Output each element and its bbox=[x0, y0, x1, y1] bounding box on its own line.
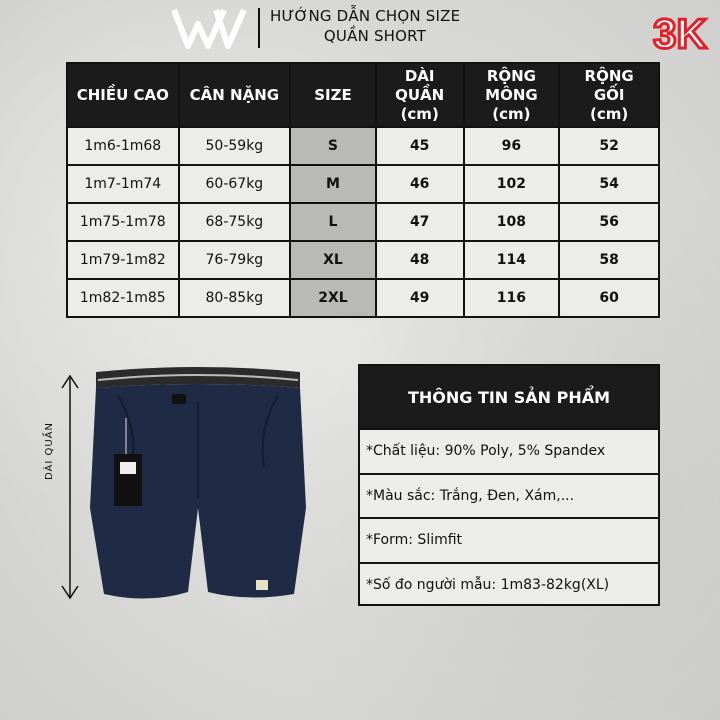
table-row bbox=[67, 165, 659, 203]
header-size: SIZE bbox=[290, 63, 376, 127]
size-table bbox=[66, 62, 660, 318]
product-info-title: THÔNG TIN SẢN PHẨM bbox=[360, 366, 658, 428]
cell-weight: 60-67kg bbox=[179, 165, 291, 203]
cell-size: L bbox=[290, 203, 376, 241]
cell-weight: 68-75kg bbox=[179, 203, 291, 241]
header-weight: CÂN NẶNG bbox=[179, 63, 291, 127]
cell-length: 48 bbox=[376, 241, 464, 279]
length-arrow-icon bbox=[62, 376, 78, 598]
title-line-1: HƯỚNG DẪN CHỌN SIZE bbox=[270, 7, 461, 25]
cell-height: 1m6-1m68 bbox=[67, 127, 179, 165]
info-item-colors: *Màu sắc: Trắng, Đen, Xám,... bbox=[360, 473, 658, 518]
header-length: DÀI QUẦN (cm) bbox=[376, 63, 464, 127]
product-info-box bbox=[358, 364, 660, 606]
cell-knee: 56 bbox=[559, 203, 659, 241]
cell-weight: 50-59kg bbox=[179, 127, 291, 165]
cell-knee: 54 bbox=[559, 165, 659, 203]
page-title bbox=[270, 6, 480, 46]
cell-height: 1m7-1m74 bbox=[67, 165, 179, 203]
header-knee: RỘNG GỐI (cm) bbox=[559, 63, 659, 127]
cell-knee: 60 bbox=[559, 279, 659, 317]
cell-size: M bbox=[290, 165, 376, 203]
cell-length: 49 bbox=[376, 279, 464, 317]
cell-hip: 114 bbox=[464, 241, 560, 279]
cell-length: 45 bbox=[376, 127, 464, 165]
header-divider bbox=[258, 8, 260, 48]
cell-hip: 96 bbox=[464, 127, 560, 165]
info-item-model: *Số đo người mẫu: 1m83-82kg(XL) bbox=[360, 562, 658, 607]
header-height: CHIỀU CAO bbox=[67, 63, 179, 127]
header-hip: RỘNG MÔNG (cm) bbox=[464, 63, 560, 127]
cell-length: 46 bbox=[376, 165, 464, 203]
cell-length: 47 bbox=[376, 203, 464, 241]
cell-height: 1m82-1m85 bbox=[67, 279, 179, 317]
brand-logo-icon bbox=[170, 6, 250, 50]
corner-logo-icon bbox=[648, 8, 712, 56]
table-row bbox=[67, 279, 659, 317]
cell-weight: 80-85kg bbox=[179, 279, 291, 317]
table-row bbox=[67, 127, 659, 165]
info-item-material: *Chất liệu: 90% Poly, 5% Spandex bbox=[360, 428, 658, 473]
cell-knee: 58 bbox=[559, 241, 659, 279]
title-line-2: QUẦN SHORT bbox=[323, 27, 427, 45]
cell-height: 1m75-1m78 bbox=[67, 203, 179, 241]
cell-height: 1m79-1m82 bbox=[67, 241, 179, 279]
cell-size: 2XL bbox=[290, 279, 376, 317]
size-table-header-row bbox=[67, 63, 659, 127]
cell-weight: 76-79kg bbox=[179, 241, 291, 279]
length-label: DÀI QUẦN bbox=[44, 421, 55, 480]
cell-size: S bbox=[290, 127, 376, 165]
table-row bbox=[67, 241, 659, 279]
cell-hip: 108 bbox=[464, 203, 560, 241]
corner-logo-text: 3K bbox=[653, 10, 707, 56]
cell-hip: 116 bbox=[464, 279, 560, 317]
shorts-illustration bbox=[48, 358, 348, 628]
info-item-form: *Form: Slimfit bbox=[360, 517, 658, 562]
cell-size: XL bbox=[290, 241, 376, 279]
table-row bbox=[67, 203, 659, 241]
cell-hip: 102 bbox=[464, 165, 560, 203]
cell-knee: 52 bbox=[559, 127, 659, 165]
